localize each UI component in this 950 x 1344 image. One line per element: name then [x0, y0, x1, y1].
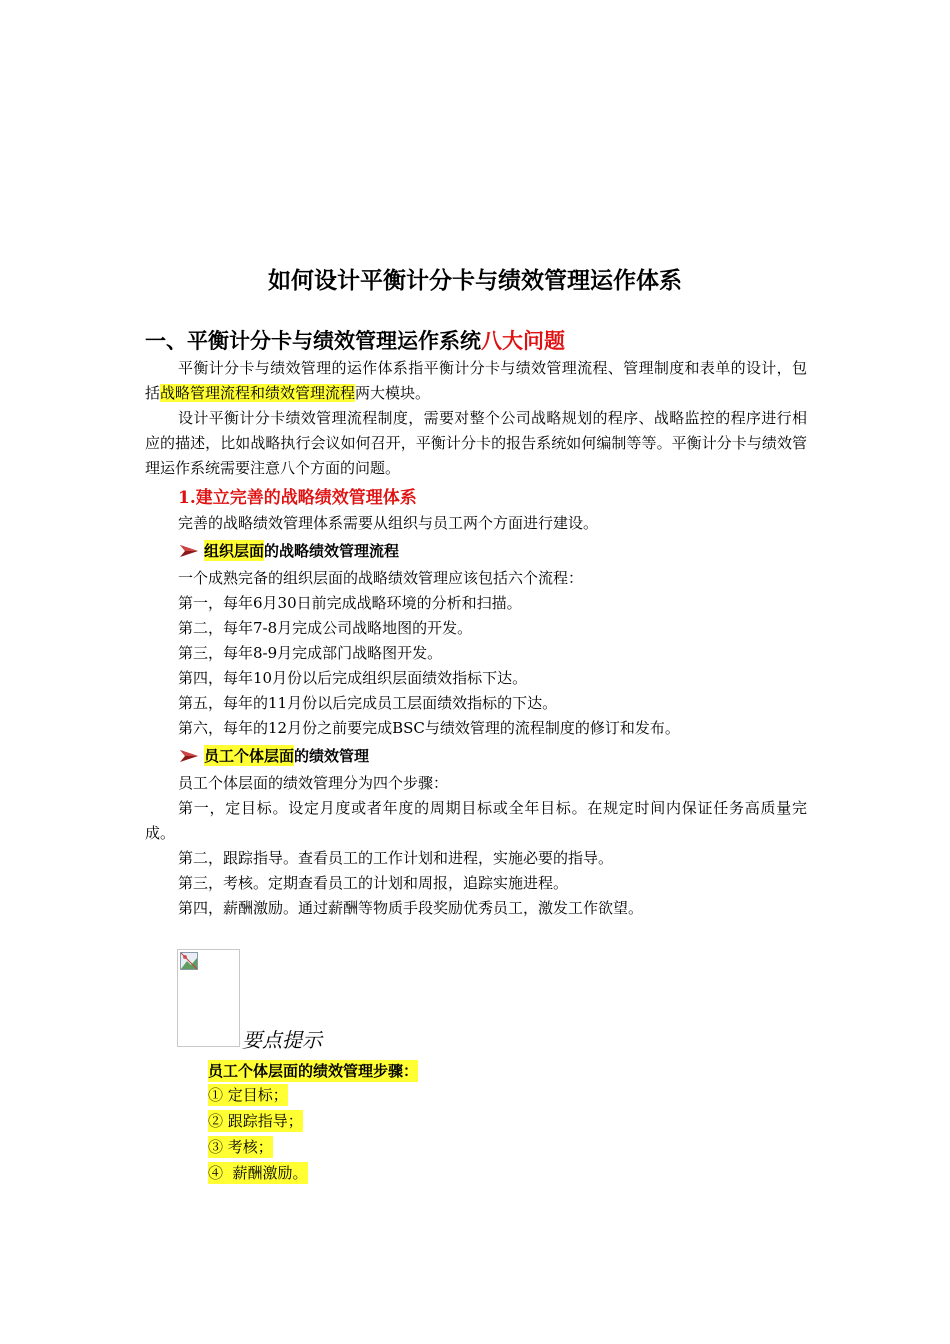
- bullet-org-highlight: 组织层面: [204, 542, 265, 560]
- section-heading: [145, 325, 565, 355]
- employee-step: 第一，定目标。设定月度或者年度的周期目标或全年目标。在规定时间内保证任务高质量完成。: [145, 799, 807, 842]
- tip-item: ③ 考核；: [208, 1138, 273, 1156]
- broken-image-icon: [180, 952, 198, 970]
- intro-highlight: 战略管理流程和绩效管理流程: [160, 384, 356, 402]
- employee-step: 第三，考核。定期查看员工的计划和周报，追踪实施进程。: [178, 874, 569, 892]
- org-step: 第四，每年10月份以后完成组织层面绩效指标下达。: [178, 669, 528, 687]
- tip-item: ④ 薪酬激励。: [208, 1164, 308, 1182]
- item1-intro: 完善的战略绩效管理体系需要从组织与员工两个方面进行建设。: [178, 514, 599, 532]
- tips-heading: 员工个体层面的绩效管理步骤：: [208, 1062, 419, 1080]
- org-step: 第五，每年的11月份以后完成员工层面绩效指标的下达。: [178, 694, 558, 712]
- bullet-employee-level: [178, 745, 369, 766]
- intro-text-b: 两大模块。: [355, 384, 431, 402]
- bullet-employee-highlight: 员工个体层面: [204, 747, 295, 765]
- org-step: 第一，每年6月30日前完成战略环境的分析和扫描。: [178, 594, 522, 612]
- org-intro: 一个成熟完备的组织层面的战略绩效管理应该包括六个流程：: [178, 569, 584, 587]
- tips-title: 要点提示: [242, 1028, 322, 1052]
- bullet-org-text: 的战略绩效管理流程: [264, 542, 400, 560]
- paragraph-intro: [145, 356, 807, 406]
- bullet-org-level: [178, 540, 399, 561]
- page-title: 如何设计平衡计分卡与绩效管理运作体系: [268, 268, 682, 294]
- bullet-employee-text: 的绩效管理: [294, 747, 370, 765]
- arrow-bullet-icon: [178, 542, 200, 560]
- employee-step: 第二，跟踪指导。查看员工的工作计划和进程，实施必要的指导。: [178, 849, 614, 867]
- section-heading-red-text: 八大问题: [481, 329, 565, 353]
- tip-item: ① 定目标；: [208, 1086, 288, 1104]
- intro-text-a: 平衡计分卡与绩效管理的运作体系指平衡计分卡与绩效管理流程、管理制度和表单的设计，包括: [145, 359, 807, 402]
- tip-item: ② 跟踪指导；: [208, 1112, 303, 1130]
- org-step: 第六，每年的12月份之前要完成BSC与绩效管理的流程制度的修订和发布。: [178, 719, 680, 737]
- paragraph-design: 设计平衡计分卡绩效管理流程制度，需要对整个公司战略规划的程序、战略监控的程序进行相应的描述，比如战略执行会议如何召开，平衡计分卡的报告系统如何编制等等。平衡计分卡与绩效管理运作系统需要注意八个方面的问题。: [145, 409, 807, 477]
- section-heading-text: 一、平衡计分卡与绩效管理运作系统: [145, 329, 481, 353]
- org-step: 第三，每年8-9月完成部门战略图开发。: [178, 644, 443, 662]
- image-placeholder: [177, 949, 240, 1047]
- arrow-bullet-icon: [178, 747, 200, 765]
- org-step: 第二，每年7-8月完成公司战略地图的开发。: [178, 619, 473, 637]
- item1-heading: 1.建立完善的战略绩效管理体系: [178, 488, 417, 508]
- employee-step: 第四，薪酬激励。通过薪酬等物质手段奖励优秀员工，激发工作欲望。: [178, 899, 644, 917]
- employee-intro: 员工个体层面的绩效管理分为四个步骤：: [178, 774, 449, 792]
